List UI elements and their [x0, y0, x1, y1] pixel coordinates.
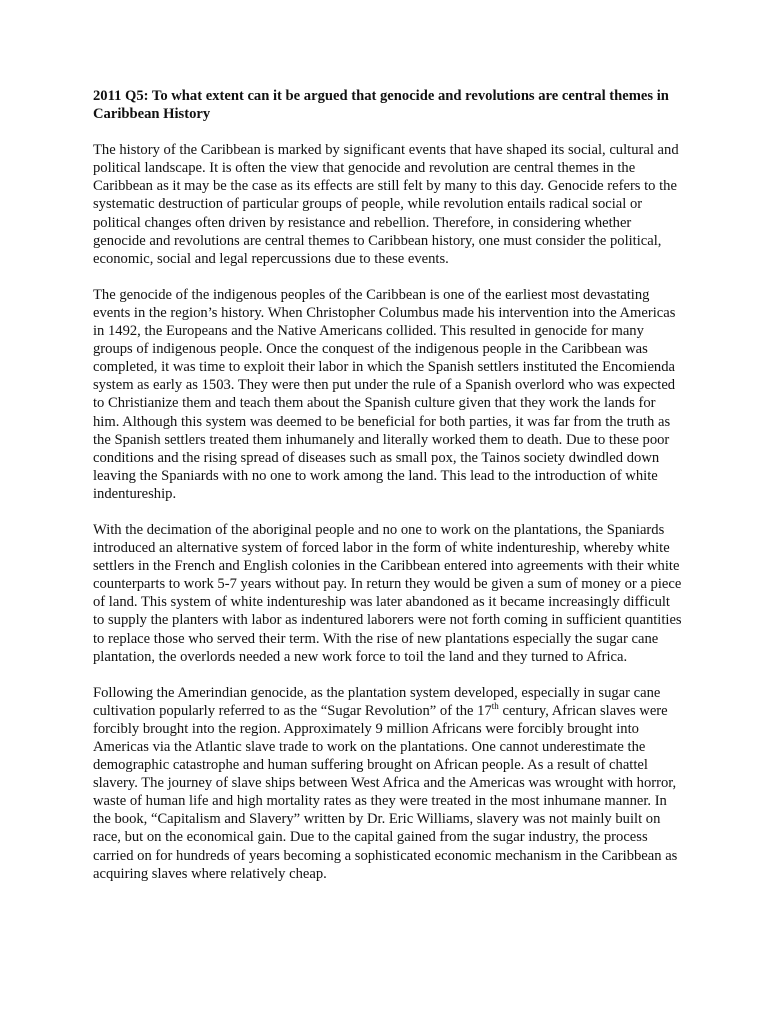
paragraph-sugar-revolution-part2: century, African slaves were forcibly brought into the region. Approximately 9 million Africans were forcibly brought into Americas via the Atlantic slave trade to work on the plantations. One cannot underestimate the demographic catastrophe and human suffering brought on African people. As a result of chattel slavery. The journey of slave ships between West Africa and the Americas was wrought with horror, waste of human life and high mortality rates as they were treated in the most inhumane manner. In the book, “Capitalism and Slavery” written by Dr. Eric Williams, slavery was not mainly built on race, but on the economical gain. Due to the capital gained from the sugar industry, the process carried on for hundreds of years becoming a sophisticated economic mechanism in the Caribbean as acquiring slaves where relatively cheap. [93, 702, 678, 882]
paragraph-sugar-revolution-part1: Following the Amerindian genocide, as the plantation system developed, especially in sugar cane cultivation popularly referred to as the “Sugar Revolution” of the 17 [93, 684, 661, 719]
paragraph-introduction: The history of the Caribbean is marked by significant events that have shaped its social, cultural and political landscape. It is often the view that genocide and revolution are central themes in the Caribbean as it may be the case as its effects are still felt by many to this day. Genocide refers to the systematic destruction of particular groups of people, while revolution entails radical social or political changes often driven by resistance and rebellion. Therefore, in considering whether genocide and revolutions are central themes to Caribbean history, one must consider the political, economic, social and legal repercussions due to these events. [93, 142, 679, 267]
ordinal-superscript: th [491, 700, 499, 711]
document-title: 2011 Q5: To what extent can it be argued that genocide and revolutions are central themes in Caribbean History [93, 88, 669, 123]
paragraph-white-indentureship: With the decimation of the aboriginal people and no one to work on the plantations, the Spaniards introduced an alternative system of forced labor in the form of white indentureship, whereby white settlers in the French and English colonies in the Caribbean entered into agreements with their white counterparts to work 5-7 years without pay. In return they would be given a sum of money or a piece of land. This system of white indentureship was later abandoned as it became increasingly difficult to supply the planters with labor as indentured laborers were not forth coming in sufficient quantities to replace those who served their term. With the rise of new plantations especially the sugar cane plantation, the overlords needed a new work force to toil the land and they turned to Africa. [93, 521, 682, 665]
paragraph-genocide: The genocide of the indigenous peoples of the Caribbean is one of the earliest most devastating events in the region’s history. When Christopher Columbus made his intervention into the Americas in 1492, the Europeans and the Native Americans collided. This resulted in genocide for many groups of indigenous people. Once the conquest of the indigenous people in the Caribbean was completed, it was time to exploit their labor in which the Spanish settlers instituted the Encomienda system as early as 1503. They were then put under the rule of a Spanish overlord who was expected to Christianize them and teach them about the Spanish culture given that they work the lands for him. Although this system was deemed to be beneficial for both parties, it was far from the truth as the Spanish settlers treated them inhumanely and literally worked them to death. Due to these poor conditions and the rising spread of diseases such as small pox, the Tainos society dwindled down leaving the Spaniards with no one to work among the land. This lead to the introduction of white indentureship. [93, 286, 676, 502]
paragraph-sugar-revolution [93, 684, 683, 883]
document-body [93, 87, 683, 901]
